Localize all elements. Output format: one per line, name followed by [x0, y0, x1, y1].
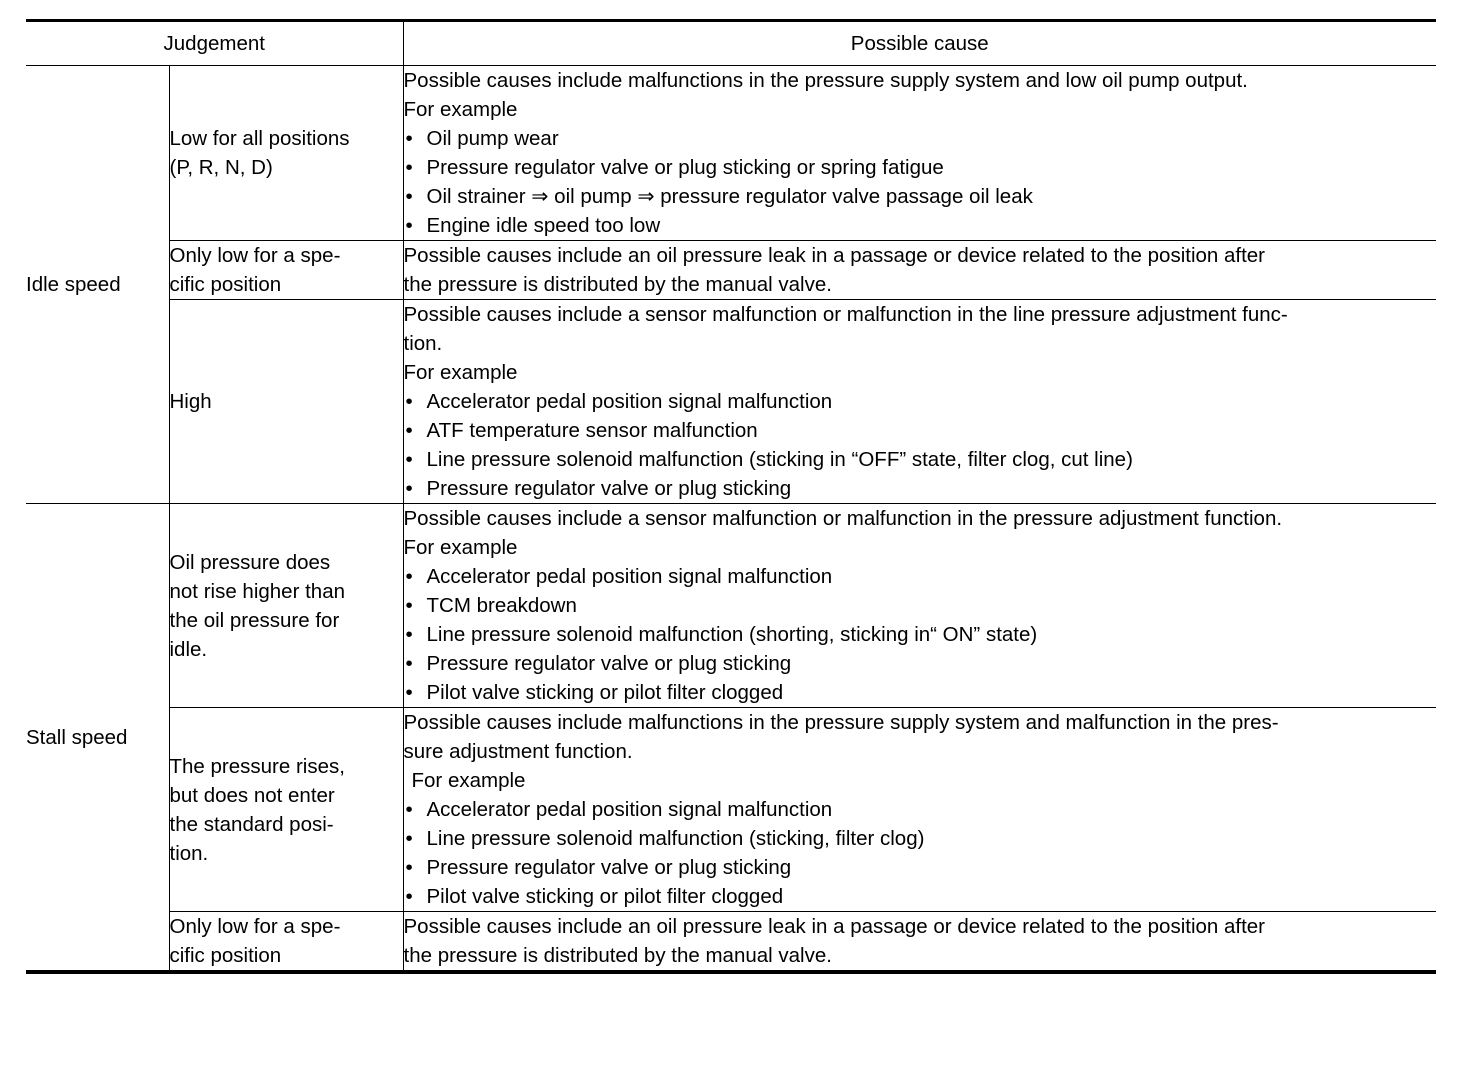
judgement-line: the oil pressure for [169, 608, 340, 632]
judgement-cell: High [169, 300, 403, 504]
cause-bullet: • Pressure regulator valve or plug sticking [404, 853, 1437, 882]
judgement-cell [169, 66, 403, 241]
header-judgement: Judgement [26, 21, 403, 66]
judgement-line: not rise higher than [169, 579, 346, 603]
cause-line: the pressure is distributed by the manual valve. [403, 273, 832, 296]
cause-bullet: • Engine idle speed too low [404, 211, 1437, 240]
judgement-line: Only low for a spe- [169, 244, 341, 267]
cause-line: the pressure is distributed by the manual valve. [403, 944, 832, 967]
judgement-cell [169, 708, 403, 912]
cause-bullet: • Line pressure solenoid malfunction (shorting, sticking in“ ON” state) [404, 620, 1437, 649]
cause-intro: Possible causes include malfunctions in the pressure supply system and low oil pump output. [403, 69, 1248, 92]
judgement-cell [169, 504, 403, 708]
cause-cell [403, 504, 1436, 708]
cause-line: Possible causes include an oil pressure leak in a passage or device related to the position after [403, 915, 1266, 938]
cause-bullet: • Accelerator pedal position signal malfunction [404, 387, 1437, 416]
judgement-line: but does not enter [169, 783, 335, 807]
judgement-line: cific position [169, 944, 282, 967]
judgement-line: (P, R, N, D) [169, 156, 273, 179]
cause-bullet: • Line pressure solenoid malfunction (sticking, filter clog) [404, 824, 1437, 853]
for-example-label: For example [403, 98, 518, 121]
cause-bullet: • Accelerator pedal position signal malfunction [404, 562, 1437, 591]
judgement-line: idle. [169, 637, 208, 661]
table-row [26, 241, 1436, 300]
diagnosis-table [26, 19, 1436, 974]
judgement-line: the standard posi- [169, 812, 334, 836]
cause-bullet: • Pressure regulator valve or plug sticking [404, 474, 1437, 503]
cause-bullet: • Accelerator pedal position signal malfunction [404, 795, 1437, 824]
for-example-label: For example [403, 361, 518, 384]
judgement-line: tion. [169, 841, 209, 865]
cause-bullet: • Pilot valve sticking or pilot filter clogged [404, 882, 1437, 911]
cause-bullet: • Pilot valve sticking or pilot filter clogged [404, 678, 1437, 707]
cause-bullet: • TCM breakdown [404, 591, 1437, 620]
table-row [26, 66, 1436, 241]
for-example-label: For example [403, 536, 518, 559]
cause-bullet: • Oil pump wear [404, 124, 1437, 153]
cause-cell [403, 708, 1436, 912]
header-possible-cause: Possible cause [403, 21, 1436, 66]
judgement-line: cific position [169, 273, 282, 296]
cause-bullet: • Line pressure solenoid malfunction (sticking in “OFF” state, filter clog, cut line) [404, 445, 1437, 474]
judgement-line: The pressure rises, [169, 754, 345, 778]
table-row [26, 708, 1436, 912]
table-row [26, 504, 1436, 708]
judgement-line: Oil pressure does [169, 550, 331, 574]
cause-intro: Possible causes include malfunctions in the pressure supply system and malfunction in the pres- [403, 711, 1279, 734]
cause-intro: Possible causes include a sensor malfunction or malfunction in the line pressure adjustment func- [403, 303, 1288, 326]
cause-line: Possible causes include an oil pressure leak in a passage or device related to the position after [403, 244, 1266, 267]
header-row [26, 21, 1436, 66]
cause-cell [403, 241, 1436, 300]
cause-intro: sure adjustment function. [403, 740, 633, 763]
judgement-line: Only low for a spe- [169, 915, 341, 938]
table-row [26, 912, 1436, 973]
cause-intro: tion. [403, 332, 443, 355]
judgement-cell [169, 912, 403, 973]
table-row [26, 300, 1436, 504]
cause-bullet: • Pressure regulator valve or plug sticking [404, 649, 1437, 678]
cause-bullet: • Pressure regulator valve or plug sticking or spring fatigue [404, 153, 1437, 182]
judgement-cell [169, 241, 403, 300]
cause-intro: Possible causes include a sensor malfunction or malfunction in the pressure adjustment function. [403, 507, 1283, 530]
judgement-line: Low for all positions [169, 127, 350, 150]
for-example-label: For example [411, 769, 526, 792]
cause-bullet: • ATF temperature sensor malfunction [404, 416, 1437, 445]
cause-cell [403, 300, 1436, 504]
category-idle-speed: Idle speed [26, 66, 169, 504]
cause-bullet: • Oil strainer ⇒ oil pump ⇒ pressure regulator valve passage oil leak [404, 182, 1437, 211]
cause-cell [403, 912, 1436, 973]
cause-cell [403, 66, 1436, 241]
category-stall-speed: Stall speed [26, 725, 128, 749]
